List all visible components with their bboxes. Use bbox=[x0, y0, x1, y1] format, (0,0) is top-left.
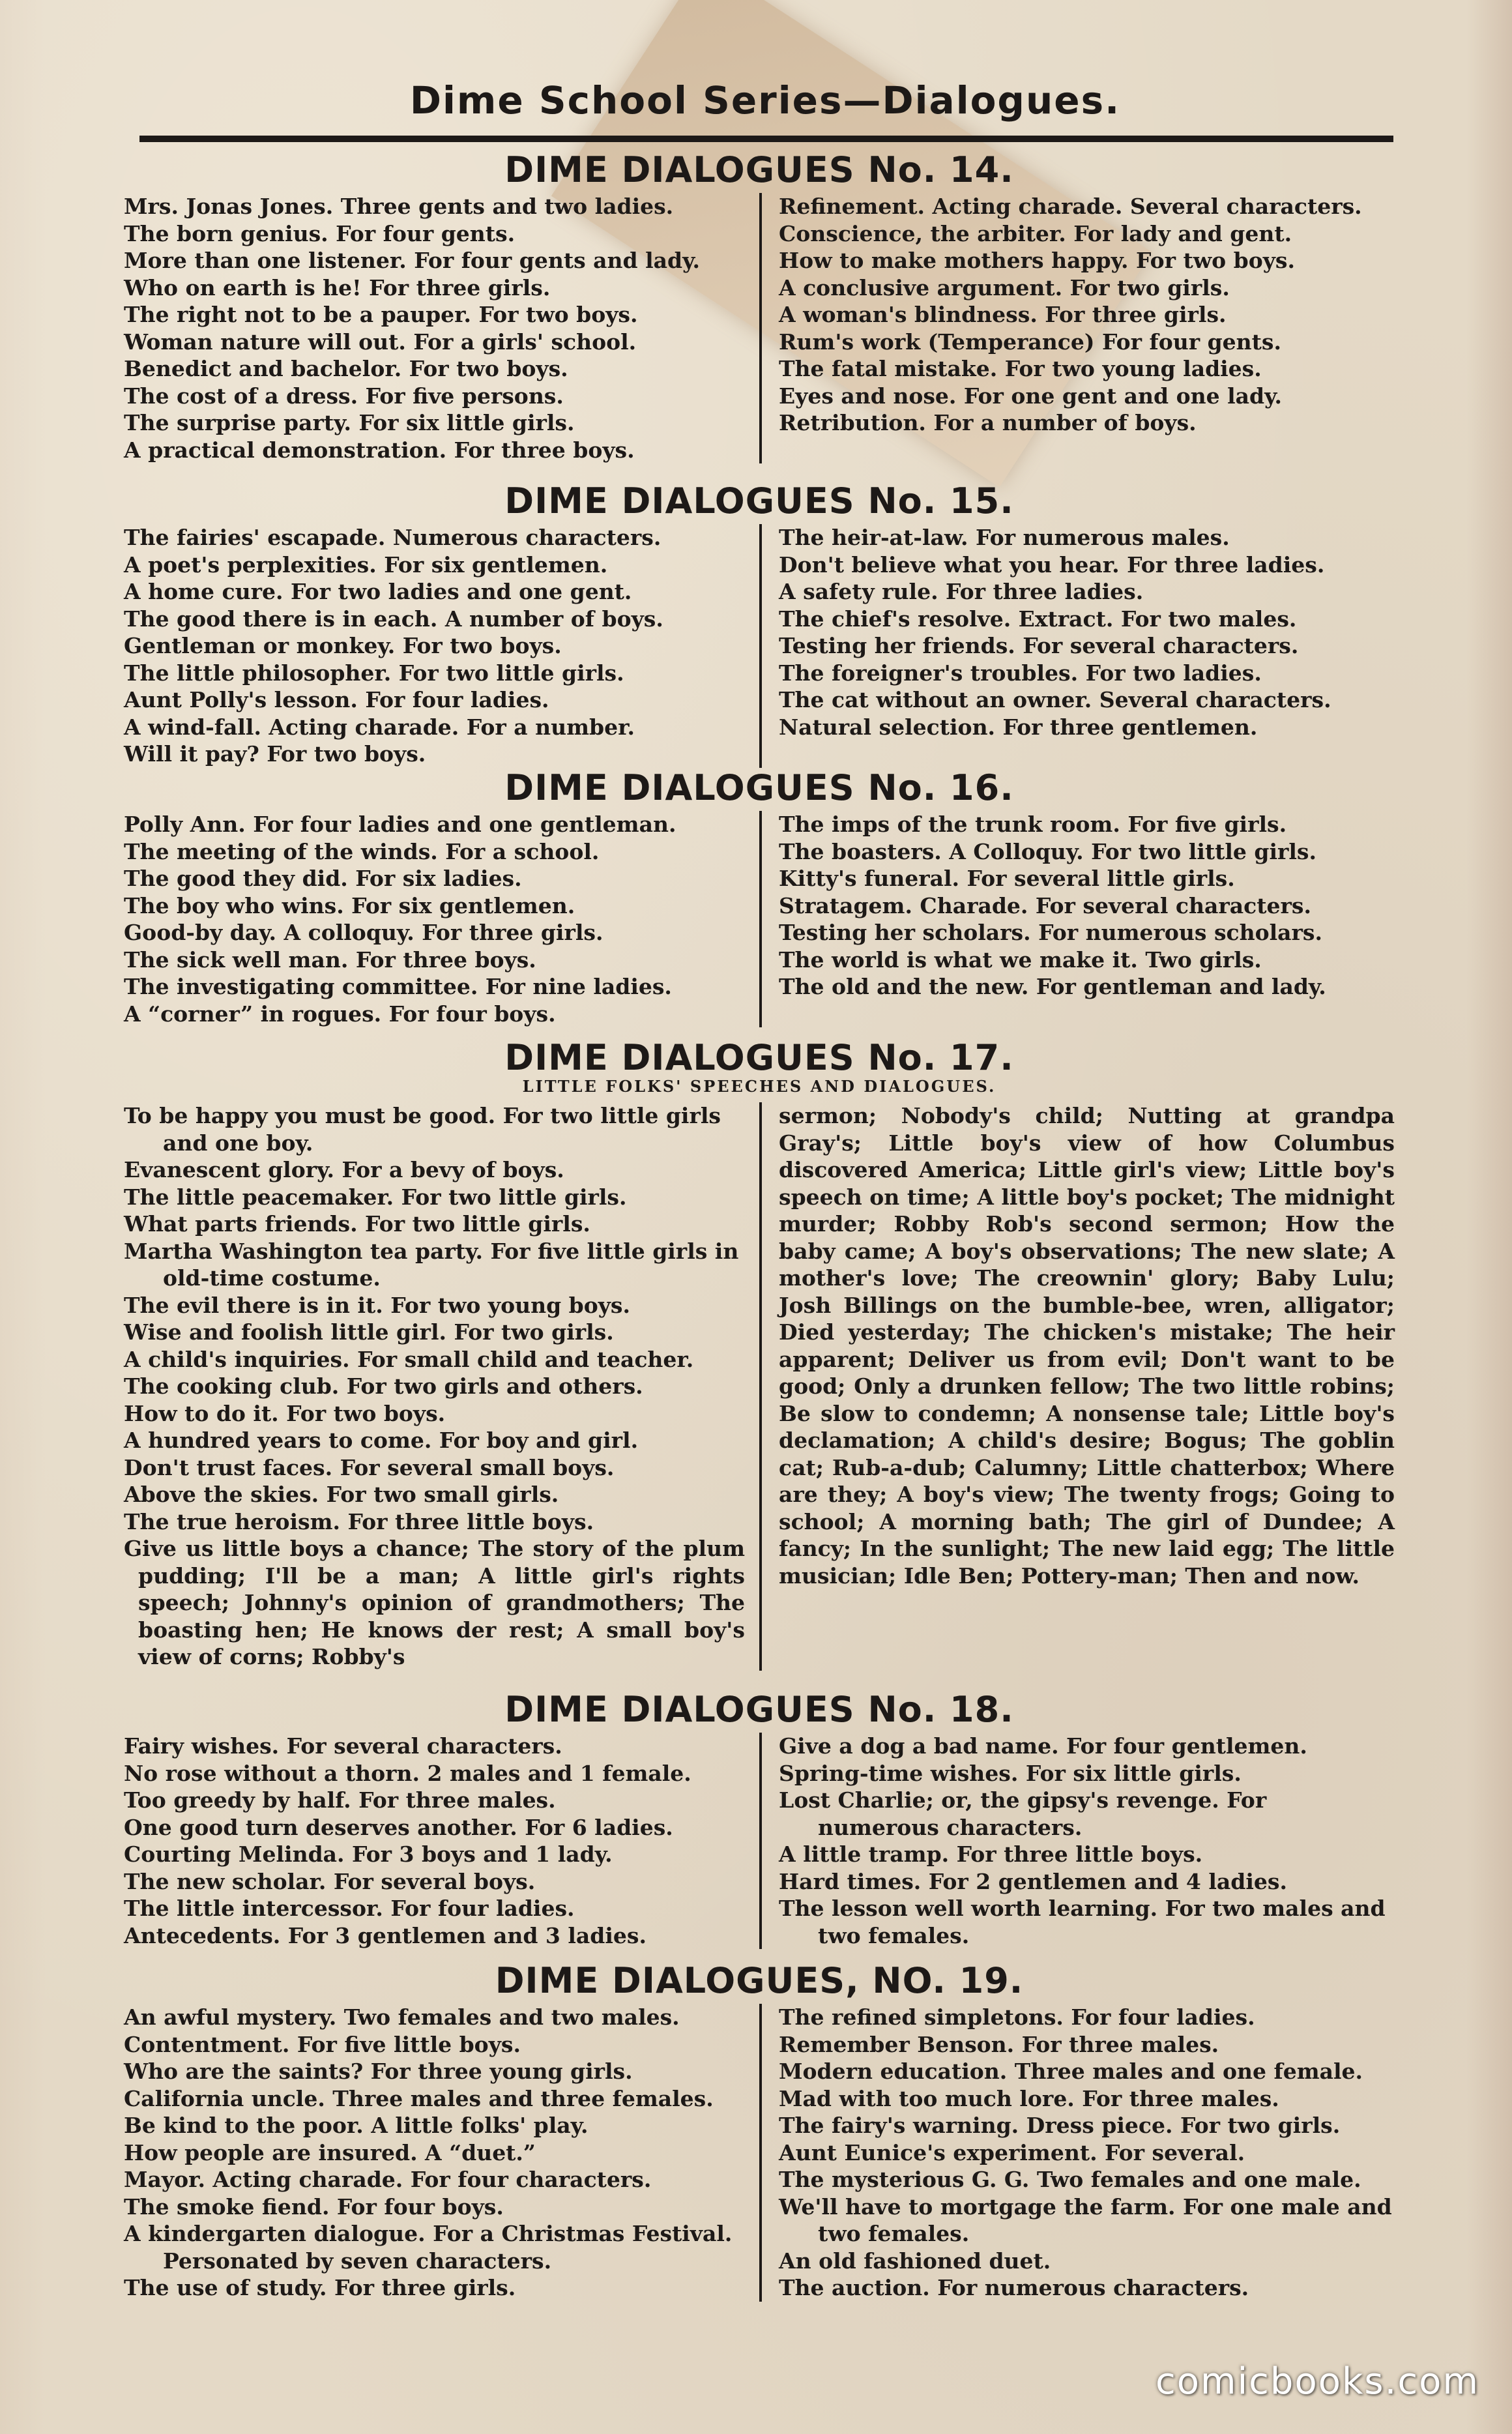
list-item: Antecedents. For 3 gentlemen and 3 ladies. bbox=[124, 1922, 647, 1948]
left-column bbox=[124, 811, 759, 1027]
list-item: The mysterious G. G. Two females and one male. bbox=[779, 2167, 1361, 2192]
list-item: Testing her scholars. For numerous scholars. bbox=[779, 920, 1322, 945]
section-subtitle: LITTLE FOLKS' SPEECHES AND DIALOGUES. bbox=[522, 1077, 996, 1096]
list-item: Who on earth is he! For three girls. bbox=[124, 274, 551, 301]
list-item: A “corner” in rogues. For four boys. bbox=[124, 1001, 556, 1027]
list-item: The boasters. A Colloquy. For two little girls. bbox=[779, 838, 1316, 864]
list-item: Kitty's funeral. For several little girls. bbox=[779, 866, 1235, 891]
list-item: Testing her friends. For several characters. bbox=[779, 633, 1299, 658]
list-item: Who are the saints? For three young girls. bbox=[124, 2059, 633, 2084]
list-item: An awful mystery. Two females and two males. bbox=[124, 2004, 680, 2030]
list-item: The smoke fiend. For four boys. bbox=[124, 2193, 504, 2220]
list-item: The true heroism. For three little boys. bbox=[124, 1508, 594, 1534]
list-item: The cat without an owner. Several characters. bbox=[779, 687, 1331, 712]
list-item: What parts friends. For two little girls. bbox=[124, 1211, 590, 1237]
left-column bbox=[124, 2004, 759, 2302]
list-item: The meeting of the winds. For a school. bbox=[124, 838, 600, 864]
list-item: Retribution. For a number of boys. bbox=[779, 410, 1197, 435]
list-item: Gentleman or monkey. For two boys. bbox=[124, 633, 562, 658]
list-item: The heir-at-law. For numerous males. bbox=[779, 525, 1230, 550]
list-item: Evanescent glory. For a bevy of boys. bbox=[124, 1157, 564, 1182]
list-item: Mrs. Jonas Jones. Three gents and two ladies. bbox=[124, 194, 674, 219]
list-item: The investigating committee. For nine ladies. bbox=[124, 974, 672, 999]
list-item: The right not to be a pauper. For two boys. bbox=[124, 302, 638, 327]
list-item: A child's inquiries. For small child and teacher. bbox=[124, 1346, 694, 1372]
list-item: Courting Melinda. For 3 boys and 1 lady. bbox=[124, 1841, 613, 1867]
list-item: Wise and foolish little girl. For two girls. bbox=[124, 1319, 614, 1345]
section-columns bbox=[124, 1102, 1395, 1671]
list-item: Woman nature will out. For a girls' school. bbox=[124, 329, 637, 355]
list-item: Spring-time wishes. For six little girls. bbox=[779, 1760, 1242, 1786]
right-column bbox=[759, 1102, 1395, 1671]
left-column bbox=[124, 1733, 759, 1949]
list-item: The fairy's warning. Dress piece. For two girls. bbox=[779, 2113, 1341, 2138]
section-dialogues-14 bbox=[124, 147, 1395, 463]
list-item: Stratagem. Charade. For several characters. bbox=[779, 892, 1311, 918]
list-item: Hard times. For 2 gentlemen and 4 ladies. bbox=[779, 1868, 1287, 1894]
page-header: Dime School Series—Dialogues. bbox=[409, 78, 1121, 123]
right-column bbox=[759, 524, 1395, 768]
list-item: Above the skies. For two small girls. bbox=[124, 1482, 559, 1507]
list-item: Good-by day. A colloquy. For three girls. bbox=[124, 920, 603, 945]
list-item: Mad with too much lore. For three males. bbox=[779, 2085, 1279, 2111]
list-item: No rose without a thorn. 2 males and 1 female. bbox=[124, 1760, 691, 1786]
list-item: Will it pay? For two boys. bbox=[124, 741, 426, 767]
section-title: DIME DIALOGUES No. 18. bbox=[504, 1689, 1014, 1730]
list-item: A woman's blindness. For three girls. bbox=[779, 302, 1227, 327]
section-dialogues-16 bbox=[124, 765, 1395, 1027]
right-column bbox=[759, 811, 1395, 1027]
list-item: Conscience, the arbiter. For lady and gent. bbox=[779, 220, 1292, 246]
list-item: A kindergarten dialogue. For a Christmas Festival. Personated by seven characters. bbox=[124, 2221, 733, 2274]
list-item: The lesson well worth learning. For two males and two females. bbox=[779, 1896, 1386, 1948]
header-rule bbox=[139, 136, 1393, 142]
list-item: More than one listener. For four gents and lady. bbox=[124, 248, 700, 273]
list-item: A safety rule. For three ladies. bbox=[779, 579, 1144, 604]
list-item: A poet's perplexities. For six gentlemen. bbox=[124, 551, 608, 578]
list-item: One good turn deserves another. For 6 ladies. bbox=[124, 1814, 673, 1840]
list-item: An old fashioned duet. bbox=[779, 2248, 1051, 2274]
section-columns bbox=[124, 193, 1395, 463]
right-column bbox=[759, 1733, 1395, 1949]
list-item: Refinement. Acting charade. Several characters. bbox=[779, 194, 1362, 219]
section-dialogues-17 bbox=[124, 1035, 1395, 1671]
left-column bbox=[124, 524, 759, 768]
list-item: Give a dog a bad name. For four gentlemen. bbox=[779, 1733, 1307, 1759]
list-item: The good they did. For six ladies. bbox=[124, 866, 522, 891]
list-item: The sick well man. For three boys. bbox=[124, 946, 536, 973]
list-item: Eyes and nose. For one gent and one lady. bbox=[779, 383, 1282, 409]
list-item: The good there is in each. A number of boys. bbox=[124, 606, 663, 632]
section-title: DIME DIALOGUES No. 14. bbox=[504, 149, 1014, 190]
right-column bbox=[759, 193, 1395, 463]
list-item: The surprise party. For six little girls. bbox=[124, 410, 575, 435]
section-columns bbox=[124, 524, 1395, 768]
section-dialogues-19 bbox=[124, 1958, 1395, 2302]
list-item: A little tramp. For three little boys. bbox=[779, 1841, 1203, 1867]
right-column bbox=[759, 2004, 1395, 2302]
list-item: Lost Charlie; or, the gipsy's revenge. For numerous characters. bbox=[779, 1787, 1267, 1840]
list-item: The world is what we make it. Two girls. bbox=[779, 946, 1262, 973]
speech-list-paragraph: Give us little boys a chance; The story of the plum pudding; I'll be a man; A little girl's rights speech; Johnny's opinion of grandmothers; The boasting hen; He knows der rest; A small boy's view of corns; Robby's bbox=[124, 1536, 745, 1669]
list-item: Benedict and bachelor. For two boys. bbox=[124, 356, 568, 381]
list-item: A home cure. For two ladies and one gent. bbox=[124, 579, 632, 604]
list-item: We'll have to mortgage the farm. For one male and two females. bbox=[779, 2193, 1392, 2246]
list-item: Don't believe what you hear. For three ladies. bbox=[779, 551, 1325, 578]
section-columns bbox=[124, 1733, 1395, 1949]
list-item: A hundred years to come. For boy and girl. bbox=[124, 1428, 639, 1453]
section-title: DIME DIALOGUES, NO. 19. bbox=[495, 1960, 1024, 2001]
speech-list-paragraph: sermon; Nobody's child; Nutting at grandpa Gray's; Little boy's view of how Columbus discovered America; Little girl's view; Little boy's speech on time; A little boy's pocket; The midnight murder; Robby Rob's second sermon; How the baby came; A boy's observations; The new slate; A mother's love; The creownin' glory; Baby Lulu; Josh Billings on the bumble-bee, wren, alligator; Died yesterday; The chicken's mistake; The heir apparent; Deliver us from evil; Don't want to be good; Only a drunken fellow; The two little robins; Be slow to condemn; A nonsense tale; Little boy's declamation; A child's desire; Bogus; The goblin cat; Rub-a-dub; Calumny; Little chatterbox; Where are they; A boy's view; The twenty frogs; Going to school; A morning bath; The girl of Dundee; A fancy; In the sunlight; The new laid egg; The little musician; Idle Ben; Pottery-man; Then and now. bbox=[779, 1103, 1395, 1589]
list-item: A wind-fall. Acting charade. For a number. bbox=[124, 714, 635, 740]
list-item: The new scholar. For several boys. bbox=[124, 1868, 536, 1894]
section-dialogues-15 bbox=[124, 478, 1395, 768]
list-item: Fairy wishes. For several characters. bbox=[124, 1733, 562, 1759]
section-dialogues-18 bbox=[124, 1687, 1395, 1949]
list-item: The use of study. For three girls. bbox=[124, 2275, 516, 2300]
list-item: The chief's resolve. Extract. For two males. bbox=[779, 606, 1297, 632]
list-item: How people are insured. A “duet.” bbox=[124, 2139, 536, 2165]
list-item: The fatal mistake. For two young ladies. bbox=[779, 356, 1262, 381]
list-item: How to make mothers happy. For two boys. bbox=[779, 248, 1295, 273]
list-item: Aunt Eunice's experiment. For several. bbox=[779, 2139, 1245, 2165]
list-item: The born genius. For four gents. bbox=[124, 220, 516, 246]
list-item: Natural selection. For three gentlemen. bbox=[779, 714, 1258, 740]
list-item: The evil there is in it. For two young boys. bbox=[124, 1292, 630, 1318]
list-item: The boy who wins. For six gentlemen. bbox=[124, 892, 575, 918]
list-item: The imps of the trunk room. For five girls. bbox=[779, 812, 1287, 837]
section-title: DIME DIALOGUES No. 17. bbox=[504, 1037, 1014, 1078]
list-item: The cooking club. For two girls and others. bbox=[124, 1373, 643, 1399]
section-title: DIME DIALOGUES No. 16. bbox=[504, 767, 1014, 808]
list-item: How to do it. For two boys. bbox=[124, 1400, 446, 1426]
list-item: California uncle. Three males and three females. bbox=[124, 2085, 714, 2111]
list-item: Contentment. For five little boys. bbox=[124, 2031, 521, 2057]
list-item: The old and the new. For gentleman and lady. bbox=[779, 974, 1326, 999]
list-item: To be happy you must be good. For two little girls and one boy. bbox=[124, 1103, 721, 1156]
list-item: The fairies' escapade. Numerous characters. bbox=[124, 525, 662, 550]
list-item: The little philosopher. For two little girls. bbox=[124, 660, 624, 686]
list-item: The refined simpletons. For four ladies. bbox=[779, 2004, 1255, 2030]
list-item: Polly Ann. For four ladies and one gentleman. bbox=[124, 812, 676, 837]
list-item: Rum's work (Temperance) For four gents. bbox=[779, 329, 1281, 355]
list-item: The little peacemaker. For two little girls. bbox=[124, 1184, 627, 1210]
section-columns bbox=[124, 811, 1395, 1027]
left-column bbox=[124, 1102, 759, 1671]
list-item: Modern education. Three males and one female. bbox=[779, 2059, 1363, 2084]
list-item: Remember Benson. For three males. bbox=[779, 2031, 1219, 2057]
list-item: The little intercessor. For four ladies. bbox=[124, 1896, 575, 1921]
section-columns bbox=[124, 2004, 1395, 2302]
list-item: The foreigner's troubles. For two ladies. bbox=[779, 660, 1262, 686]
list-item: Mayor. Acting charade. For four characters. bbox=[124, 2167, 652, 2192]
section-title: DIME DIALOGUES No. 15. bbox=[504, 480, 1014, 521]
list-item: The auction. For numerous characters. bbox=[779, 2275, 1249, 2300]
list-item: Martha Washington tea party. For five little girls in old-time costume. bbox=[124, 1238, 739, 1291]
list-item: The cost of a dress. For five persons. bbox=[124, 383, 564, 409]
list-item: Don't trust faces. For several small boys. bbox=[124, 1454, 615, 1480]
list-item: A practical demonstration. For three boys. bbox=[124, 437, 635, 463]
list-item: Too greedy by half. For three males. bbox=[124, 1787, 556, 1813]
list-item: Aunt Polly's lesson. For four ladies. bbox=[124, 687, 549, 712]
watermark: comicbooks.com bbox=[1155, 2360, 1479, 2403]
list-item: A conclusive argument. For two girls. bbox=[779, 274, 1230, 301]
left-column bbox=[124, 193, 759, 463]
list-item: Be kind to the poor. A little folks' play. bbox=[124, 2113, 589, 2138]
